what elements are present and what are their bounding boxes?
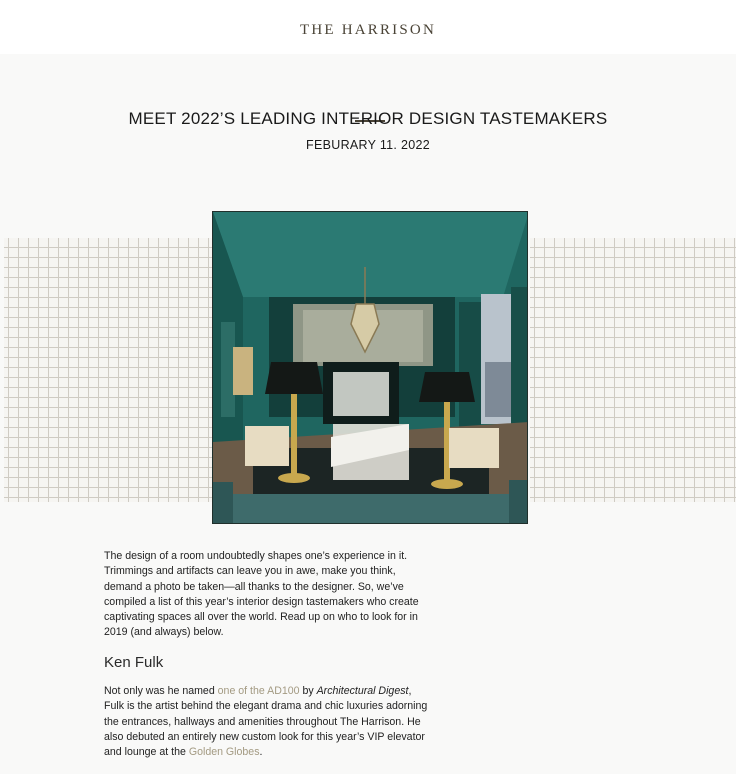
bio-text-3: , Fulk is the artist behind the elegant drama and chic luxuries adorning the entrances, hallways and amenities throughout The Harrison. He also debuted an entirely new custom look for this year’s VIP elevator and lounge at the: [104, 685, 428, 759]
lattice-pattern-right: [530, 238, 736, 502]
article-intro: The design of a room undoubtedly shapes one’s experience in it. Trimmings and artifacts can leave you in awe, make you think, demand a photo be taken—all thanks to the designer. So, we’ve compiled a list of this year’s interior design tastemakers who create captivating spaces all over the world. Read up on who to look for in 2019 (and always) below.: [104, 550, 419, 639]
article-date: FEBURARY 11. 2022: [306, 138, 430, 152]
living-room-illustration: [213, 212, 528, 524]
hero-image: [212, 211, 528, 524]
article-title: MEET 2022’S LEADING INTERIOR DESIGN TASTEMAKERS: [128, 109, 608, 128]
designer-heading: Ken Fulk: [104, 654, 164, 671]
golden-globes-link[interactable]: Golden Globes: [188, 746, 260, 759]
lattice-pattern-left: [4, 238, 212, 502]
site-header: [0, 0, 736, 54]
publication-name: Architectural Digest: [316, 685, 409, 697]
brand-logo[interactable]: THE HARRISON: [300, 22, 436, 38]
bio-text-1: Not only was he named: [104, 685, 218, 697]
ad100-link[interactable]: one of the AD100: [217, 685, 300, 697]
bio-text-4: .: [259, 746, 263, 759]
bio-text-2: by: [299, 685, 317, 697]
designer-bio: [104, 684, 434, 760]
